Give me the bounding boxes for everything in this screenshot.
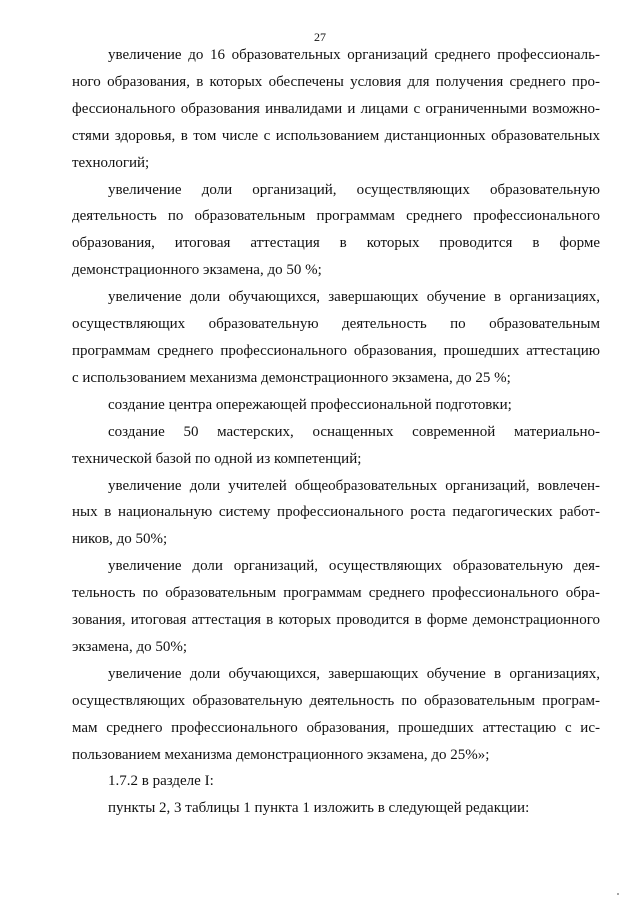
paragraph-students-share-25-repeat <box>72 661 600 769</box>
paragraph-training-center <box>72 392 600 419</box>
paragraph-line: фессионального образования инвалидами и лицами с ограниченными возможно- <box>72 100 600 117</box>
paragraph-line: увеличение до 16 образовательных организаций среднего профессиональ- <box>108 47 600 63</box>
paragraph-line: мам среднего профессионального образования, прошедших аттестацию с ис- <box>72 719 600 736</box>
paragraph-workshops <box>72 419 600 473</box>
paragraph-line: пункты 2, 3 таблицы 1 пункта 1 изложить в следующей редакции: <box>108 800 530 817</box>
paragraph-line: технологий; <box>72 154 150 171</box>
paragraph-secondary-schools-increase <box>72 42 600 177</box>
paragraph-line: ников, до 50%; <box>72 531 168 548</box>
paragraph-students-share-25 <box>72 284 600 392</box>
paragraph-line: тельность по образовательным программам среднего профессионального обра- <box>72 585 600 602</box>
paragraph-line: создание 50 мастерских, оснащенных современной материально- <box>108 423 600 440</box>
paragraph-line: увеличение доли учителей общеобразовательных организаций, вовлечен- <box>108 477 600 494</box>
paragraph-line: осуществляющих образовательную деятельность по образовательным <box>72 316 600 333</box>
paragraph-section-reference <box>72 768 600 795</box>
paragraph-table-items <box>72 795 600 822</box>
page-number: 27 <box>314 30 326 44</box>
paragraph-line: экзамена, до 50%; <box>72 638 187 655</box>
paragraph-line: стями здоровья, в том числе с использованием дистанционных образовательных <box>72 127 600 144</box>
paragraph-line: ных в национальную систему профессионального роста педагогических работ- <box>72 504 600 521</box>
paragraph-line: образования, итоговая аттестация в которых проводится в форме <box>72 235 600 252</box>
paragraph-line: создание центра опережающей профессиональной подготовки; <box>108 396 512 413</box>
paragraph-line: 1.7.2 в разделе I: <box>108 773 214 790</box>
paragraph-line: увеличение доли организаций, осуществляющих образовательную <box>108 181 600 198</box>
paragraph-line: осуществляющих образовательную деятельность по образовательным програм- <box>72 692 600 709</box>
scan-speck <box>617 893 619 895</box>
paragraph-organizations-share-50-repeat <box>72 553 600 661</box>
paragraph-teachers-share <box>72 473 600 554</box>
paragraph-line: увеличение доли обучающихся, завершающих обучение в организациях, <box>108 289 600 306</box>
paragraph-line: деятельность по образовательным программам среднего профессионального <box>72 208 600 225</box>
paragraph-line: увеличение доли обучающихся, завершающих обучение в организациях, <box>108 665 600 682</box>
paragraph-organizations-share-50 <box>72 177 600 285</box>
paragraph-line: увеличение доли организаций, осуществляющих образовательную дея- <box>108 558 600 575</box>
paragraph-line: технической базой по одной из компетенций; <box>72 450 362 467</box>
paragraph-line: пользованием механизма демонстрационного экзамена, до 25%»; <box>72 746 490 763</box>
paragraph-line: ного образования, в которых обеспечены условия для получения среднего про- <box>72 73 600 90</box>
paragraph-line: демонстрационного экзамена, до 50 %; <box>72 262 322 279</box>
paragraph-line: с использованием механизма демонстрационного экзамена, до 25 %; <box>72 369 511 386</box>
paragraph-line: программам среднего профессионального образования, прошедших аттестацию <box>72 342 600 359</box>
paragraph-line: зования, итоговая аттестация в которых проводится в форме демонстрационного <box>72 612 600 629</box>
document-body <box>72 42 600 822</box>
